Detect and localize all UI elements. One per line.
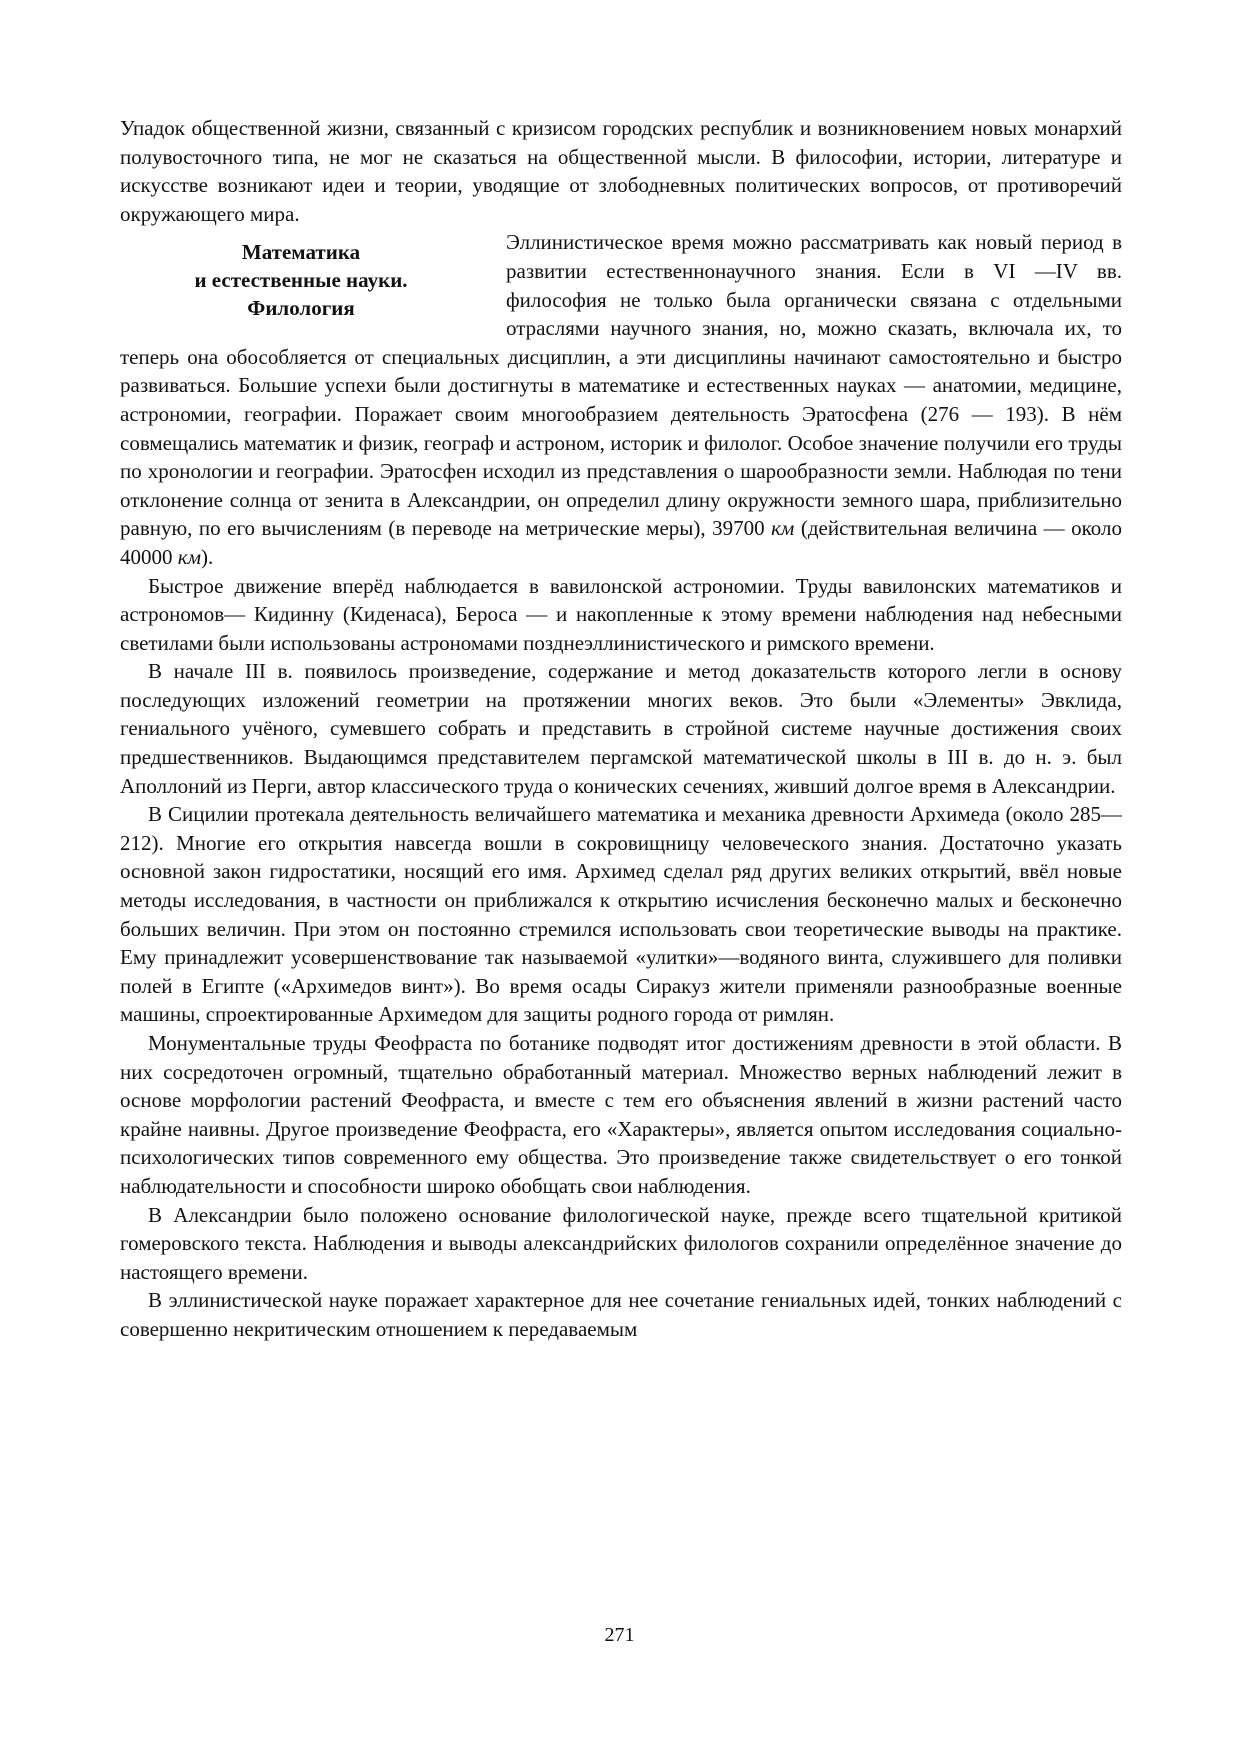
paragraph-text: ). — [200, 544, 214, 569]
paragraph-euclid: В начале III в. появилось произведение, содержание и метод доказательств которого легли в основу последующих изложений геометрии на протяжении многих веков. Это были «Элементы» Эвклида, гениального учёного, сумевшего собрать и представить в стройной системе научные достижения своих предшественников. Выдающимся представителем пергамской математической школы в III в. до н. э. был Аполлоний из Перги, автор классического труда о конических сечениях, живший долгое время в Александрии. — [120, 659, 1122, 798]
paragraph-hellenistic-science: В эллинистической науке поражает характерное для нее сочетание гениальных идей, тонких наблюдений с совершенно некритическим отношением к передаваемым — [120, 1288, 1122, 1341]
paragraph-text: Эллинистическое время можно рассматривать как новый период в развитии естественнонаучного знания. Если в VI —IV вв. философия не только была органически связана с отдельными отраслями научного знания, но, можно сказать, включала их, то теперь она обособляется от специальных дисциплин, а эти дисциплины начинают самостоятельно и быстро развиваться. Большие успехи были достигнуты в математике и естественных науках — анатомии, медицине, астрономии, географии. Поражает своим многообразием деятельность Эратосфена (276 — 193). В нём совмещались математик и физик, географ и астроном, историк и филолог. Особое значение получили его труды по хронологии и географии. Эратосфен исходил из представления о шарообразности земли. Наблюдая по тени отклонение солнца от зенита в Александрии, он определил длину окружности земного шара, приблизительно равную, по его вычислениям (в переводе на метрические меры), 39700 — [120, 230, 1122, 541]
heading-line: Филология — [247, 296, 355, 321]
paragraph-intro: Упадок общественной жизни, связанный с кризисом городских республик и возникновением новых монархий полувосточного типа, не мог не сказаться на общественной мысли. В философии, истории, литературе и искусстве возникают идеи и теории, уводящие от злободневных политических вопросов, от противоречий окружающего мира. — [120, 116, 1122, 226]
paragraph-babylonian-astronomy: Быстрое движение вперёд наблюдается в вавилонской астрономии. Труды вавилонских математиков и астрономов— Кидинну (Киденаса), Бероса — и накопленные к этому времени наблюдения над небесными светилами были использованы астрономами позднеэллинистического и римского времени. — [120, 573, 1122, 655]
unit-km: км — [177, 544, 201, 569]
section-heading — [120, 238, 482, 322]
unit-km: км — [771, 516, 795, 541]
paragraph-theophrastus: Монументальные труды Феофраста по ботанике подводят итог достижениям древности в этой области. В них сосредоточен огромный, тщательно обработанный материал. Множество верных наблюдений лежит в основе морфологии растений Феофраста, и вместе с тем его объяснения явлений в жизни растений часто крайне наивны. Другое произведение Феофраста, его «Характеры», является опытом исследования социально-психологических типов современного ему общества. Это произведение также свидетельствует о его тонкой наблюдательности и способности широко обобщать свои наблюдения. — [120, 1031, 1122, 1198]
heading-line: и естественные науки. — [194, 268, 408, 293]
heading-line: Математика — [241, 240, 361, 265]
page-body — [120, 114, 1122, 1344]
paragraph-philology: В Александрии было положено основание филологической науке, прежде всего тщательной критикой гомеровского текста. Наблюдения и выводы александрийских филологов сохранили определённое значение до настоящего времени. — [120, 1202, 1122, 1284]
paragraph-archimedes: В Сицилии протекала деятельность величайшего математика и механика древности Архимеда (около 285—212). Многие его открытия навсегда вошли в сокровищницу человеческого знания. Достаточно указать основной закон гидростатики, носящий его имя. Архимед сделал ряд других великих открытий, ввёл новые методы исследования, в частности он приближался к открытию исчисления бесконечно малых и бесконечно больших величин. При этом он постоянно стремился использовать свои теоретические выводы на практике. Ему принадлежит усовершенствование так называемой «улитки»—водяного винта, служившего для поливки полей в Египте («Архимедов винт»). Во время осады Сиракуз жители применяли разнообразные военные машины, спроектированные Архимедом для защиты родного города от римлян. — [120, 802, 1122, 1027]
page-number: 271 — [604, 1624, 635, 1646]
paragraph-text: (действительная величина — около 40000 — [120, 516, 1122, 569]
